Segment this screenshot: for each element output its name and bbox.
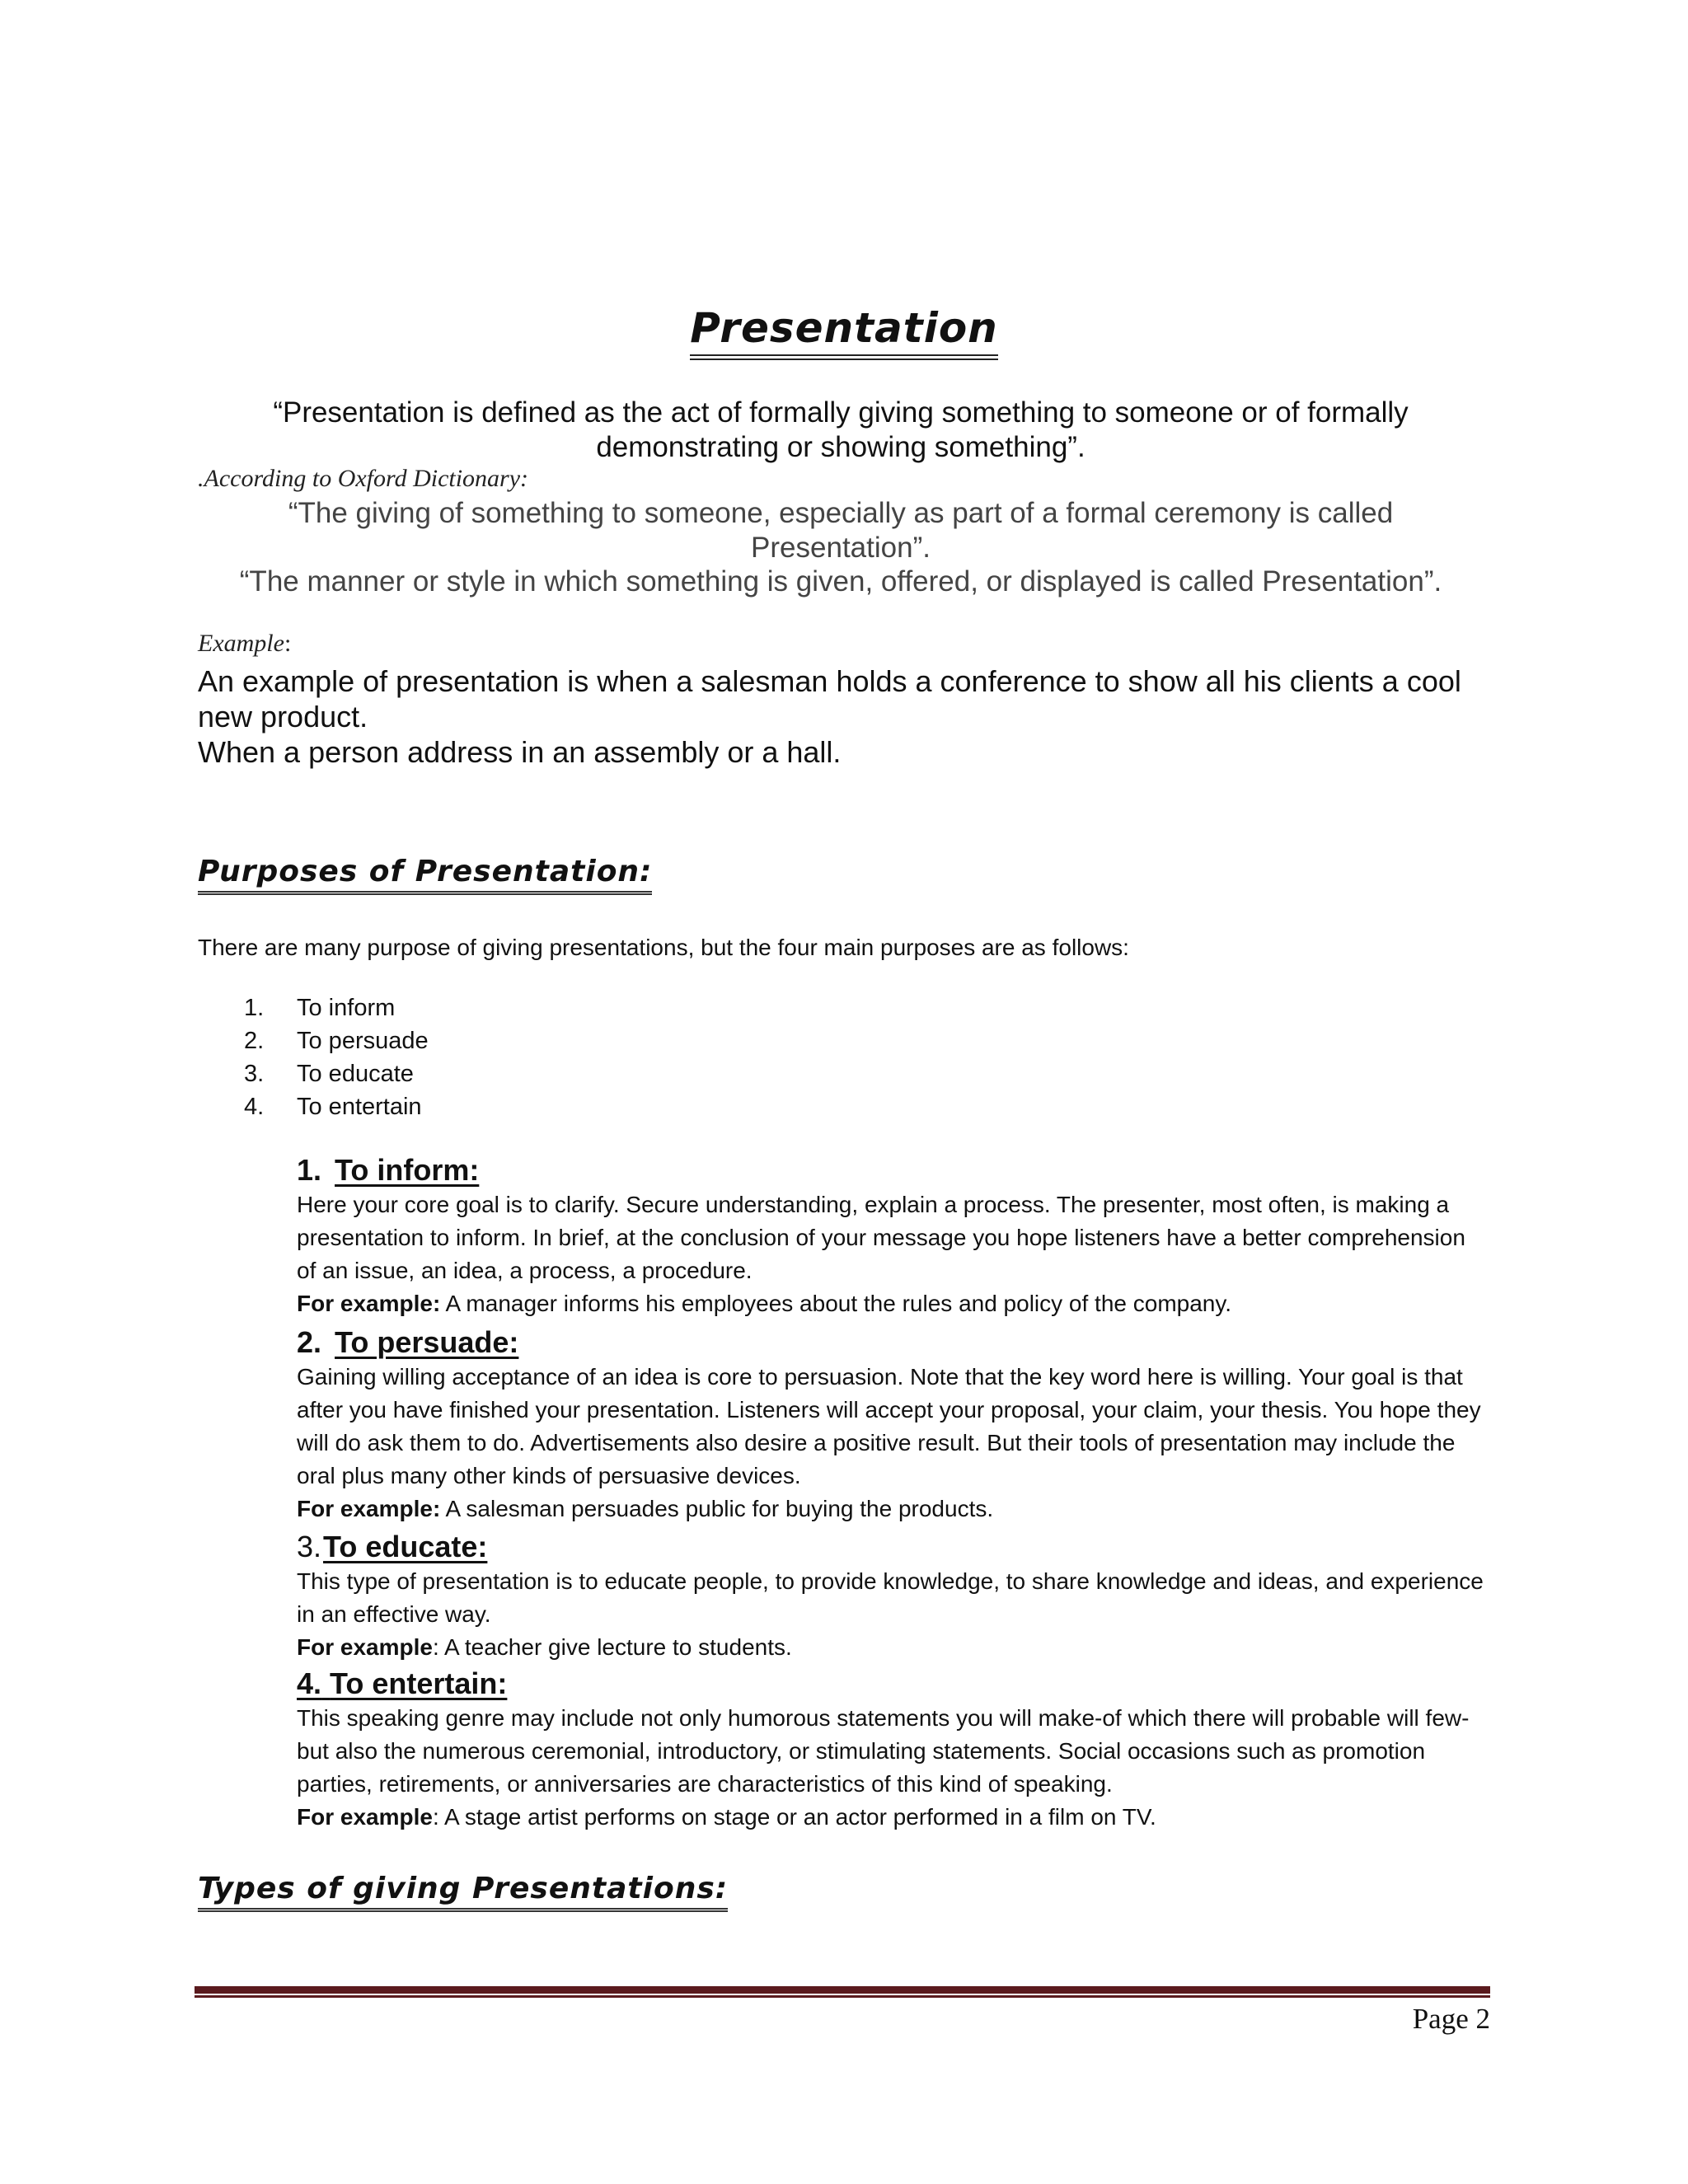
page-title: Presentation [0, 303, 1688, 360]
section-heading: 3.To educate: [297, 1530, 488, 1563]
list-item: 1. To inform [244, 995, 396, 1021]
section-to-educate [297, 1529, 1484, 1664]
page-number: Page 2 [1412, 2003, 1490, 2035]
purposes-heading: Purposes of Presentation: [198, 854, 652, 895]
list-item: 2. To persuade [244, 1028, 429, 1054]
purposes-list [244, 991, 429, 1123]
section-example: For example: A teacher give lecture to students. [297, 1634, 792, 1660]
section-body: Gaining willing acceptance of an idea is core to persuasion. Note that the key word here is willing. Your goal is that after you have finished your presentation. Listeners will accept your proposal, your claim, your thesis. You hope they will do ask them to do. Advertisements also desire a positive result. But their tools of presentation may include the oral plus many other kinds of persuasive devices. [297, 1364, 1481, 1488]
oxford-label: .According to Oxford Dictionary: [198, 465, 529, 492]
section-to-persuade [297, 1324, 1484, 1526]
section-heading: 4. To entertain: [297, 1666, 508, 1700]
section-example: For example: A manager informs his employees about the rules and policy of the company. [297, 1291, 1232, 1316]
oxford-quote-2: “The manner or style in which something is given, offered, or displayed is called Presentation”. [239, 565, 1442, 598]
example-line-1: An example of presentation is when a salesman holds a conference to show all his clients a cool new product. [198, 664, 1461, 733]
section-to-inform [297, 1152, 1484, 1320]
definition-quote: “Presentation is defined as the act of formally giving something to someone or of formally demonstrating or showing something”. [273, 396, 1409, 463]
example-line-2: When a person address in an assembly or a hall. [198, 735, 842, 769]
section-heading: 1. To inform: [297, 1153, 480, 1187]
section-body: This type of presentation is to educate people, to provide knowledge, to share knowledge and ideas, and experience in an effective way. [297, 1568, 1484, 1627]
types-heading: Types of giving Presentations: [198, 1871, 728, 1912]
purposes-intro: There are many purpose of giving presentations, but the four main purposes are as follows: [198, 935, 1129, 960]
section-to-entertain [297, 1666, 1484, 1834]
section-body: Here your core goal is to clarify. Secure understanding, explain a process. The presenter, most often, is making a presentation to inform. In brief, at the conclusion of your message you hope listeners have a better comprehension of an issue, an idea, a process, a procedure. [297, 1192, 1465, 1283]
footer-divider [195, 1986, 1490, 1998]
section-example: For example: A stage artist performs on stage or an actor performed in a film on TV. [297, 1804, 1156, 1830]
section-body: This speaking genre may include not only humorous statements you will make-of which there will probable will few-but also the numerous ceremonial, introductory, or stimulating statements. Social occasions such as promotion parties, retirements, or anniversaries are characteristics of this kind of speaking. [297, 1705, 1470, 1797]
section-heading: 2. To persuade: [297, 1325, 519, 1359]
list-item: 4. To entertain [244, 1094, 422, 1120]
example-label: Example: [198, 630, 292, 657]
oxford-quote-1: “The giving of something to someone, especially as part of a formal ceremony is called Presentation”. [288, 497, 1394, 564]
list-item: 3. To educate [244, 1061, 414, 1087]
section-example: For example: A salesman persuades public for buying the products. [297, 1496, 994, 1521]
